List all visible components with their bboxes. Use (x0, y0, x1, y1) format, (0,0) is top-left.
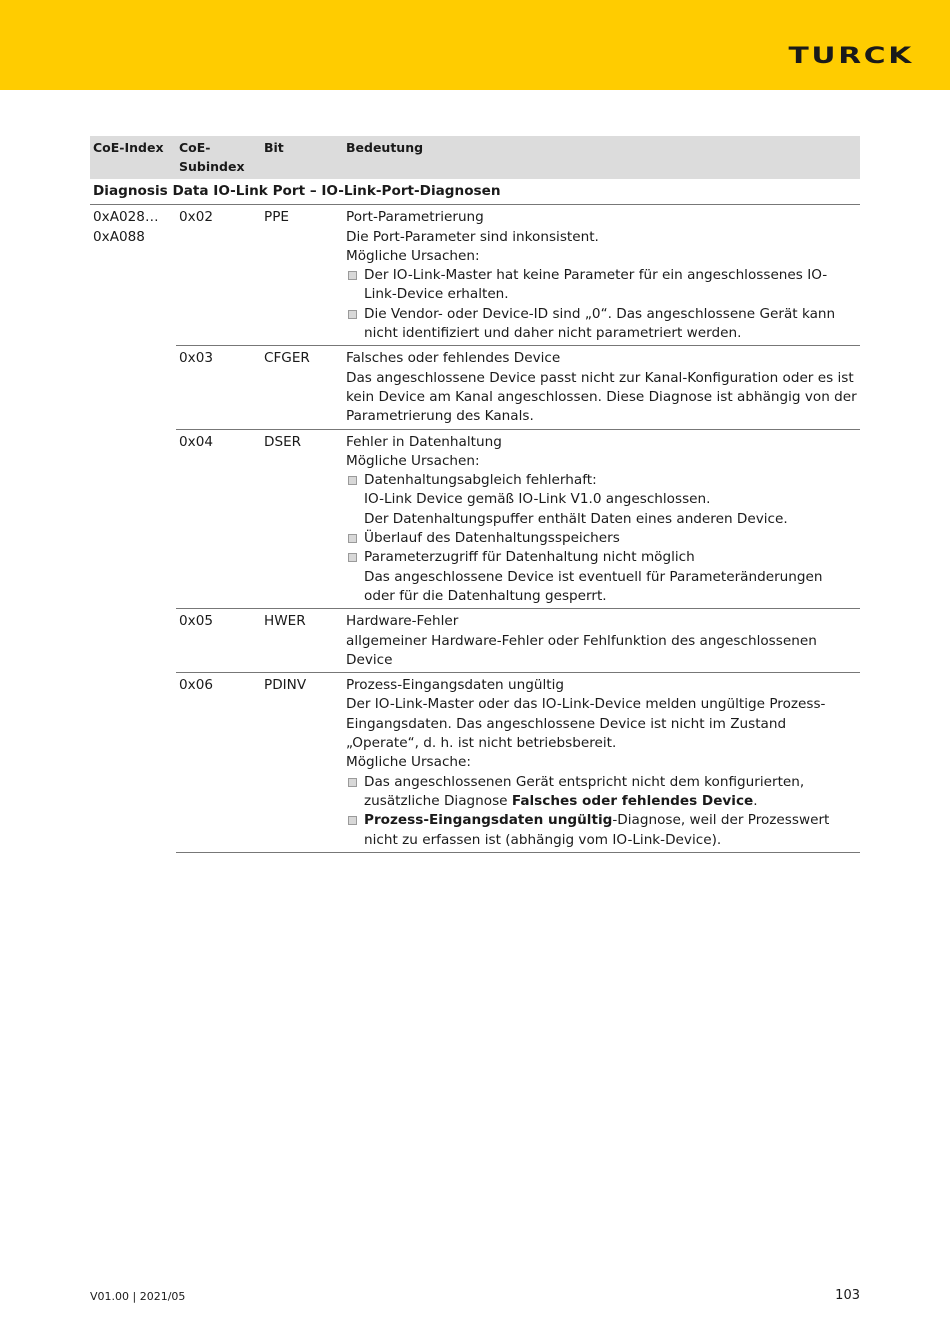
table-row (90, 205, 860, 346)
bit-cell: DSER (261, 429, 343, 609)
square-bullet-icon (348, 310, 357, 319)
header-coe-subindex: CoE- Subindex (176, 136, 261, 179)
list-item-emphasis: Falsches oder fehlendes Device (511, 792, 754, 809)
list-item-text: Der Datenhaltungspuffer enthält Daten eines anderen Device. (364, 510, 788, 527)
coe-index-line: 0xA028… (93, 209, 159, 226)
description-cell (343, 346, 860, 429)
description-line: Mögliche Ursachen: (346, 452, 480, 469)
square-bullet-icon (348, 271, 357, 280)
description-line: allgemeiner Hardware-Fehler oder Fehlfunktion des angeschlossenen Device (346, 632, 817, 668)
list-item (346, 529, 857, 548)
description-cell (343, 429, 860, 609)
header-bedeutung: Bedeutung (343, 136, 860, 179)
list-item (346, 773, 857, 812)
turck-logo: TURCK (788, 44, 914, 69)
table-row (90, 609, 860, 673)
description-line: Fehler in Datenhaltung (346, 433, 502, 450)
square-bullet-icon (348, 476, 357, 485)
table-row (90, 673, 860, 853)
section-row (90, 179, 860, 205)
list-item-text: Parameterzugriff für Datenhaltung nicht möglich (364, 549, 695, 566)
bit-cell: PDINV (261, 673, 343, 853)
square-bullet-icon (348, 534, 357, 543)
subindex-cell: 0x06 (176, 673, 261, 853)
page-number: 103 (835, 1288, 860, 1303)
bit-cell: CFGER (261, 346, 343, 429)
list-item-emphasis: Prozess-Eingangsdaten ungültig (364, 812, 613, 829)
list-item-text: Das angeschlossene Device ist eventuell für Parameteränderungen oder für die Datenhaltung gesperrt. (364, 568, 823, 604)
cause-list (346, 471, 857, 606)
section-title: Diagnosis Data IO-Link Port – IO-Link-Port-Diagnosen (90, 179, 860, 205)
list-item-text: Das angeschlossenen Gerät entspricht nicht dem konfigurierten, zusätzliche Diagnose (364, 773, 805, 809)
header-bit: Bit (261, 136, 343, 179)
list-item (346, 811, 857, 850)
list-item (346, 548, 857, 606)
table-row (90, 429, 860, 609)
description-line: Prozess-Eingangsdaten ungültig (346, 677, 564, 694)
footer-version: V01.00 | 2021/05 (90, 1290, 186, 1303)
bit-cell: HWER (261, 609, 343, 673)
subindex-cell: 0x05 (176, 609, 261, 673)
list-item (346, 305, 857, 344)
description-cell (343, 205, 860, 346)
list-item-text: Der IO-Link-Master hat keine Parameter für ein angeschlossenes IO-Link-Device erhalten. (364, 267, 828, 303)
subindex-cell: 0x03 (176, 346, 261, 429)
description-line: Mögliche Ursache: (346, 754, 471, 771)
square-bullet-icon (348, 816, 357, 825)
list-item-text: -Diagnose, weil der Prozesswert nicht zu erfassen ist (abhängig vom IO-Link-Device). (364, 812, 830, 848)
description-cell (343, 609, 860, 673)
coe-index-cell (90, 205, 176, 853)
description-line: Die Port-Parameter sind inkonsistent. (346, 228, 599, 245)
description-line: Falsches oder fehlendes Device (346, 350, 561, 367)
description-line: Der IO-Link-Master oder das IO-Link-Device melden ungültige Prozess-Eingangsdaten. Das angeschlossene Device ist nicht im Zustand „Operate“, d. h. ist nicht betriebsbereit. (346, 696, 826, 752)
diagnosis-table (90, 136, 860, 853)
list-item (346, 471, 857, 529)
table-row (90, 346, 860, 429)
description-cell (343, 673, 860, 853)
list-item-text: . (753, 792, 758, 809)
document-content (90, 136, 860, 853)
coe-index-line: 0xA088 (93, 228, 145, 245)
cause-list (346, 266, 857, 343)
list-item-text: Datenhaltungsabgleich fehlerhaft: (364, 472, 597, 489)
list-item-text: Überlauf des Datenhaltungsspeichers (364, 530, 620, 547)
description-line: Das angeschlossene Device passt nicht zur Kanal-Konfiguration oder es ist kein Device am Kanal angeschlossen. Diese Diagnose ist abhängig von der Parametrierung des Kanals. (346, 369, 857, 425)
description-line: Hardware-Fehler (346, 613, 459, 630)
subindex-cell: 0x04 (176, 429, 261, 609)
header-coe-index: CoE-Index (90, 136, 176, 179)
square-bullet-icon (348, 553, 357, 562)
subindex-cell: 0x02 (176, 205, 261, 346)
bit-cell: PPE (261, 205, 343, 346)
list-item (346, 266, 857, 305)
description-line: Mögliche Ursachen: (346, 247, 480, 264)
list-item-text: IO-Link Device gemäß IO-Link V1.0 angeschlossen. (364, 491, 711, 508)
square-bullet-icon (348, 778, 357, 787)
cause-list (346, 773, 857, 850)
list-item-text: Die Vendor- oder Device-ID sind „0“. Das angeschlossene Gerät kann nicht identifiziert und daher nicht parametriert werden. (364, 305, 836, 342)
table-header-row (90, 136, 860, 179)
description-line: Port-Parametrierung (346, 209, 484, 226)
